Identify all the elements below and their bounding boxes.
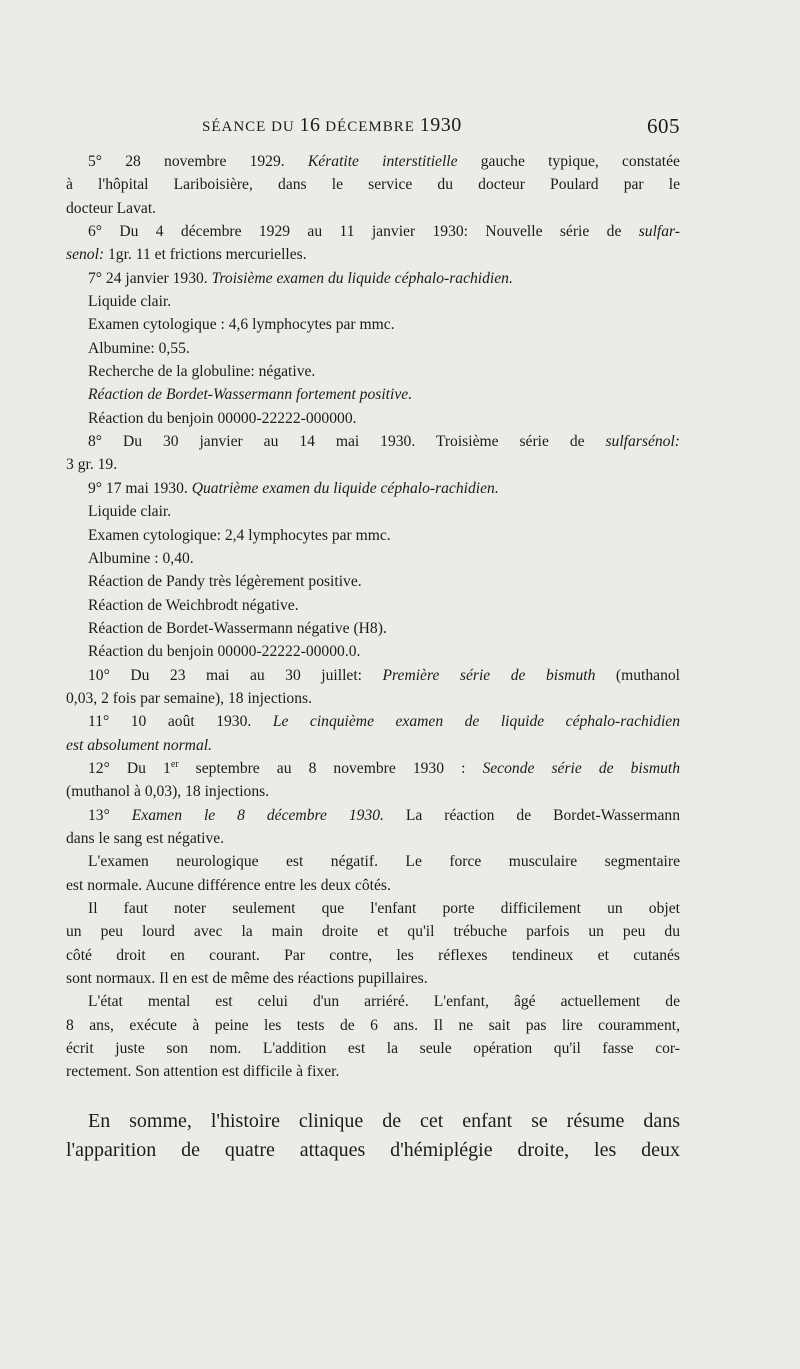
text-line: 8° Du 30 janvier au 14 mai 1930. Troisième série de sulfarsénol: xyxy=(88,433,680,451)
page-header xyxy=(202,114,680,144)
text-line: 0,03, 2 fois par semaine), 18 injections. xyxy=(66,689,312,707)
text-line: est absolument normal. xyxy=(66,736,212,754)
text-line: Albumine : 0,40. xyxy=(88,549,194,567)
text-line: L'état mental est celui d'un arriéré. L'enfant, âgé actuellement de xyxy=(88,993,680,1011)
text-line: 5° 28 novembre 1929. Kératite interstitielle gauche typique, constatée xyxy=(88,153,680,170)
text-line: Recherche de la globuline: négative. xyxy=(88,363,316,381)
text-line: 3 gr. 19. xyxy=(66,456,118,474)
text-line: Albumine: 0,55. xyxy=(88,339,190,357)
text-line: Réaction du benjoin 00000-22222-00000.0. xyxy=(88,643,361,661)
text-line: En somme, l'histoire clinique de cet enfant se résume dans xyxy=(88,1110,680,1132)
text-line: écrit juste son nom. L'addition est la seule opération qu'il fasse cor- xyxy=(66,1040,680,1058)
text-line: est normale. Aucune différence entre les deux côtés. xyxy=(66,876,391,894)
text-line: docteur Lavat. xyxy=(66,199,157,217)
text-line: dans le sang est négative. xyxy=(66,829,225,847)
text-line: l'apparition de quatre attaques d'hémiplégie droite, les deux xyxy=(66,1139,680,1161)
text-line: 7° 24 janvier 1930. Troisième examen du liquide céphalo-rachidien. xyxy=(88,269,513,287)
text-line: côté droit en courant. Par contre, les réflexes tendineux et cutanés xyxy=(66,946,680,964)
text-line: 12° Du 1er septembre au 8 novembre 1930 : Seconde série de bismuth xyxy=(88,758,681,777)
text-line: (muthanol à 0,03), 18 injections. xyxy=(66,783,270,801)
text-line: un peu lourd avec la main droite et qu'il trébuche parfois un peu du xyxy=(66,923,680,941)
text-line: senol: 1gr. 11 et frictions mercurielles. xyxy=(66,246,307,264)
text-line: à l'hôpital Lariboisière, dans le service du docteur Poulard par le xyxy=(66,176,680,194)
text-line: Il faut noter seulement que l'enfant porte difficilement un objet xyxy=(88,900,680,917)
text-line: sont normaux. Il en est de même des réactions pupillaires. xyxy=(66,970,428,988)
text-line: 8 ans, exécute à peine les tests de 6 ans. Il ne sait pas lire couramment, xyxy=(66,1016,680,1034)
text-line: Examen cytologique : 4,6 lymphocytes par mmc. xyxy=(88,316,395,334)
text-line: Réaction de Bordet-Wassermann négative (H8). xyxy=(88,619,387,637)
text-line: Liquide clair. xyxy=(88,293,172,311)
text-line: 6° Du 4 décembre 1929 au 11 janvier 1930: Nouvelle série de sulfar- xyxy=(88,223,680,241)
text-line: Réaction de Pandy très légèrement positive. xyxy=(88,573,362,591)
body-text xyxy=(66,150,680,1084)
page-number: 605 xyxy=(647,114,680,138)
text-line: Réaction du benjoin 00000-22222-000000. xyxy=(88,409,357,427)
text-line: rectement. Son attention est difficile à fixer. xyxy=(66,1063,340,1081)
text-line: 13° Examen le 8 décembre 1930. La réaction de Bordet-Wassermann xyxy=(88,806,680,824)
text-line: Réaction de Bordet-Wassermann fortement positive. xyxy=(88,386,413,404)
text-line: 11° 10 août 1930. Le cinquième examen de liquide céphalo-rachidien xyxy=(88,713,680,731)
text-line: L'examen neurologique est négatif. Le force musculaire segmentaire xyxy=(88,853,680,871)
running-title: SÉANCE DU 16 DÉCEMBRE 1930 xyxy=(202,114,462,136)
text-line: Réaction de Weichbrodt négative. xyxy=(88,596,299,614)
summary-paragraph xyxy=(66,1107,680,1165)
text-line: 9° 17 mai 1930. Quatrième examen du liquide céphalo-rachidien. xyxy=(88,479,499,497)
text-line: Liquide clair. xyxy=(88,503,172,521)
text-line: Examen cytologique: 2,4 lymphocytes par mmc. xyxy=(88,526,391,544)
text-line: 10° Du 23 mai au 30 juillet: Première série de bismuth (muthanol xyxy=(88,666,680,684)
